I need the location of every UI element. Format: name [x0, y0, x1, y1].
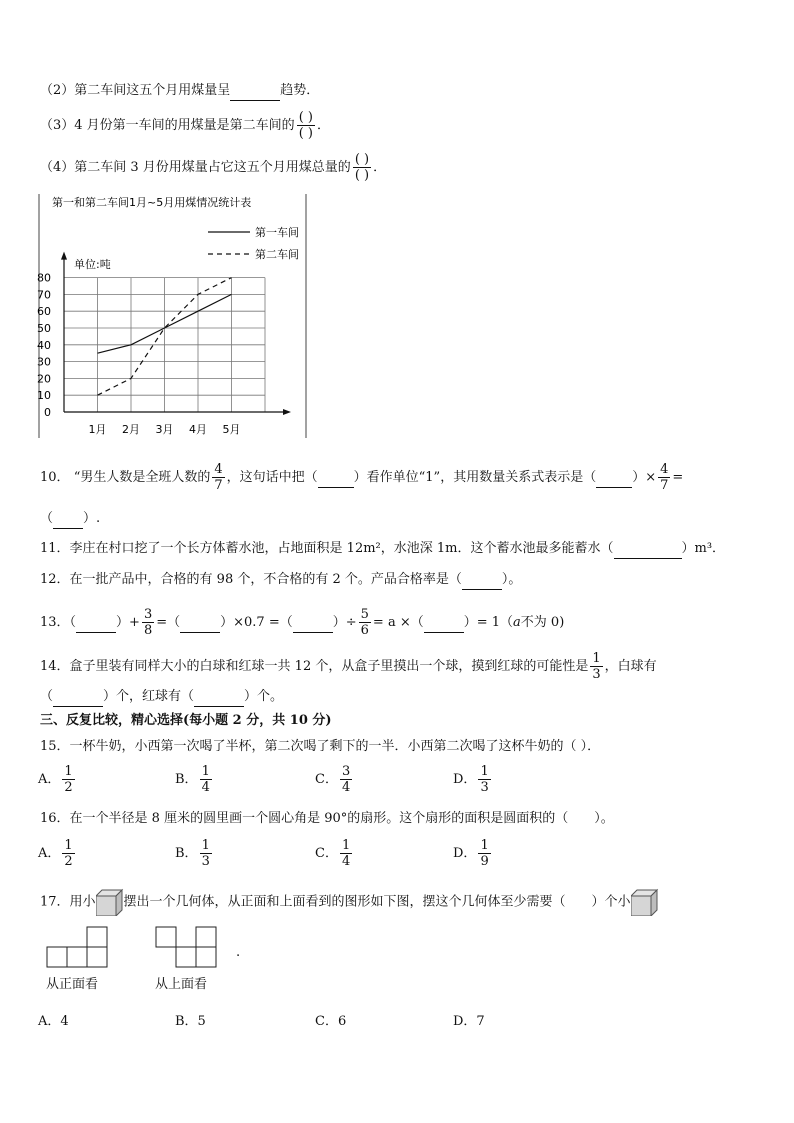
q10-text: ，这句话中把（	[226, 470, 318, 485]
choice-option[interactable]	[315, 764, 354, 795]
q14-text: ）个，红球有（	[103, 689, 195, 704]
q11-post: ）m³．	[681, 541, 726, 556]
fraction-numerator: 1	[480, 838, 489, 853]
choice-option[interactable]	[453, 838, 493, 869]
y-tick-label: 0	[44, 406, 51, 419]
cube-icon	[631, 888, 659, 916]
y-tick-label: 40	[37, 338, 51, 352]
q15-text: 15．一杯牛奶，小西第一次喝了半杯，第二次喝了剩下的一半．小西第二次喝了这杯牛奶的（ ）．	[40, 739, 601, 754]
fraction-denominator: 3	[201, 854, 210, 869]
choice-option[interactable]	[453, 764, 493, 795]
fraction	[359, 607, 371, 638]
fraction	[658, 462, 670, 493]
fraction-numerator: 1	[201, 838, 210, 853]
view-square	[196, 947, 216, 967]
x-tick-label: 5月	[222, 423, 241, 436]
q17-dot: .	[236, 945, 241, 960]
fraction-numerator: 3	[341, 764, 351, 779]
option-fraction	[340, 838, 352, 869]
chart-title: 第一和第二车间1月~5月用煤情况统计表	[52, 196, 252, 209]
option-label: C．	[315, 772, 338, 787]
q10-text: ）.	[83, 511, 101, 526]
top-view-label: 从上面看	[155, 977, 208, 992]
q13-text: ）+	[116, 615, 140, 630]
q9-sub4-post: ．	[373, 160, 387, 175]
view-square	[87, 947, 107, 967]
q13-text: =（	[156, 615, 181, 630]
y-tick-label: 50	[37, 322, 51, 335]
option-fraction	[200, 764, 212, 795]
view-square	[87, 927, 107, 947]
choice-option[interactable]: B．5	[175, 1014, 206, 1029]
chart-ticks	[37, 272, 241, 436]
x-tick-label: 2月	[122, 423, 140, 436]
x-tick-label: 4月	[189, 423, 207, 436]
choice-option[interactable]: D．7	[453, 1014, 485, 1029]
q10-text: （	[40, 511, 54, 526]
fraction-denominator: 4	[341, 780, 351, 795]
view-square	[156, 927, 176, 947]
view-square	[196, 927, 216, 947]
answer-fraction[interactable]	[353, 152, 371, 183]
q10-text: “男生人数是全班人数的	[73, 470, 211, 485]
choice-option[interactable]	[175, 838, 214, 869]
option-label: D．	[453, 772, 477, 787]
y-tick-label: 10	[37, 389, 51, 403]
chart-grid	[64, 278, 265, 412]
view-square	[176, 947, 196, 967]
answer-blank[interactable]	[596, 469, 632, 488]
fraction-denominator: ( )	[354, 168, 370, 183]
choice-option[interactable]: A．4	[38, 1014, 69, 1029]
option-label: B．	[175, 772, 198, 787]
choice-option[interactable]: C．6	[315, 1014, 347, 1029]
q10-line2	[40, 510, 100, 529]
q13-text: 不为 0)	[520, 615, 565, 630]
option-fraction	[200, 838, 212, 869]
fraction-numerator: 4	[660, 462, 669, 477]
view-square	[67, 947, 87, 967]
option-label: B．	[175, 846, 198, 861]
fraction-denominator: 2	[64, 854, 73, 869]
legend-label: 第二车间	[255, 248, 299, 261]
fraction-numerator: 4	[214, 462, 223, 477]
x-axis-arrow	[283, 409, 291, 415]
fraction-denominator: 4	[341, 854, 351, 869]
fraction-numerator: ( )	[354, 152, 370, 167]
q10-text: =	[672, 470, 684, 485]
front-view-figure	[46, 926, 110, 968]
fraction-numerator: 1	[64, 764, 73, 779]
q17-text: 17．用小	[40, 894, 96, 910]
fraction-numerator: 1	[64, 838, 73, 853]
y-tick-label: 70	[37, 288, 51, 302]
q13-text: ）×0.7 =（	[220, 615, 293, 630]
fraction	[142, 607, 154, 638]
fraction-denominator: 3	[592, 667, 601, 682]
answer-blank[interactable]	[318, 469, 354, 488]
fraction-numerator: 1	[201, 764, 210, 779]
q13-text: ）÷	[332, 615, 357, 630]
q9-sub4	[40, 152, 386, 183]
q13-text: ）= 1（	[463, 615, 514, 630]
coal-usage-line-chart	[36, 192, 316, 442]
fraction-denominator: 7	[660, 478, 669, 493]
q13-text: 13．（	[40, 615, 77, 630]
legend-label: 第一车间	[255, 226, 299, 239]
q12	[40, 571, 521, 590]
y-tick-label: 20	[37, 372, 51, 386]
option-fraction	[62, 838, 74, 869]
y-tick-label: 60	[37, 305, 51, 319]
fraction-denominator: ( )	[298, 126, 313, 141]
front-view-label: 从正面看	[46, 977, 99, 992]
q12-text: 12．在一批产品中，合格的有 98 个，不合格的有 2 个。产品合格率是（	[40, 572, 462, 587]
q14-text: （	[40, 689, 54, 704]
choice-option[interactable]	[315, 838, 354, 869]
choice-option[interactable]	[175, 764, 214, 795]
fraction-denominator: 6	[360, 623, 369, 638]
fraction	[212, 462, 224, 493]
fraction-numerator: ( )	[298, 110, 313, 125]
option-label: A．	[38, 846, 61, 861]
q14-line2	[40, 688, 283, 707]
fraction-numerator: 1	[592, 651, 601, 666]
q10-text: ）×	[632, 470, 657, 485]
answer-blank[interactable]	[614, 540, 682, 559]
fraction-denominator: 9	[480, 854, 489, 869]
option-label: D．	[453, 846, 477, 861]
q9-sub2	[40, 82, 319, 101]
fraction-denominator: 7	[214, 478, 223, 493]
q17-text: 摆出一个几何体，从正面和上面看到的图形如下图，摆这个几何体至少需要（ ）个小	[123, 894, 631, 910]
answer-fraction[interactable]	[297, 110, 315, 141]
chart-unit-label: 单位:吨	[74, 258, 111, 271]
answer-blank[interactable]	[76, 614, 116, 633]
fraction-numerator: 1	[341, 838, 351, 853]
q9-sub2-post: 趋势．	[280, 83, 320, 98]
q9-sub4-text: （4）第二车间 3 月份用煤量占它这五个月用煤总量的	[40, 160, 351, 175]
y-tick-label: 80	[37, 271, 51, 285]
q10-number: 10．	[40, 470, 70, 485]
q17	[40, 888, 659, 916]
answer-blank[interactable]	[230, 82, 280, 101]
q14-line1	[40, 651, 657, 682]
cube-icon	[96, 888, 124, 916]
q9-sub3-text: （3）4 月份第一车间的用煤量是第二车间的	[40, 118, 295, 133]
chart-axes	[61, 252, 291, 415]
option-fraction	[62, 764, 74, 795]
option-label: C．	[315, 846, 338, 861]
option-fraction	[478, 838, 490, 869]
top-view-figure	[155, 926, 219, 968]
q14-text: ，白球有	[604, 659, 657, 674]
fraction-numerator: 1	[480, 764, 489, 779]
section-heading: 三、反复比较，精心选择(每小题 2 分，共 10 分)	[40, 713, 332, 728]
q9-sub3	[40, 110, 330, 141]
x-tick-label: 1月	[88, 423, 107, 436]
fraction-numerator: 5	[360, 607, 369, 622]
q12-post: ）。	[501, 572, 522, 587]
answer-blank[interactable]	[180, 614, 220, 633]
choice-option[interactable]	[38, 838, 77, 869]
answer-blank[interactable]	[293, 614, 333, 633]
q9-sub2-text: （2）第二车间这五个月用煤量呈	[40, 83, 231, 98]
q14-text: 14．盒子里装有同样大小的白球和红球一共 12 个，从盒子里摸出一个球，摸到红球的可能性是	[40, 659, 589, 674]
q13	[40, 607, 564, 638]
chart-legend	[208, 225, 299, 261]
answer-blank[interactable]	[424, 614, 464, 633]
q14-text: ）个。	[244, 689, 284, 704]
answer-blank[interactable]	[53, 510, 83, 529]
q10-line1	[40, 462, 683, 493]
fraction-denominator: 3	[480, 780, 489, 795]
q13-text: = a ×（	[372, 615, 424, 630]
q11-text: 11．李庄在村口挖了一个长方体蓄水池，占地面积是 12m²，水池深 1m．这个蓄水池最多能蓄水（	[40, 541, 614, 556]
fraction-denominator: 8	[143, 623, 153, 638]
option-fraction	[340, 764, 352, 795]
x-tick-label: 3月	[155, 423, 174, 436]
y-axis-arrow	[61, 252, 67, 260]
view-square	[47, 947, 67, 967]
answer-blank[interactable]	[53, 688, 103, 707]
q13-variable: a	[513, 615, 521, 630]
y-tick-label: 30	[37, 355, 51, 369]
fraction-denominator: 2	[64, 780, 73, 795]
option-fraction	[478, 764, 490, 795]
fraction	[590, 651, 602, 682]
q9-sub3-post: ．	[316, 118, 330, 133]
choice-option[interactable]	[38, 764, 77, 795]
fraction-numerator: 3	[143, 607, 153, 622]
q16-text: 16．在一个半径是 8 厘米的圆里画一个圆心角是 90°的扇形。这个扇形的面积是圆面积的（ ）。	[40, 811, 614, 826]
answer-blank[interactable]	[194, 688, 244, 707]
fraction-denominator: 4	[201, 780, 210, 795]
option-label: A．	[38, 772, 61, 787]
q11	[40, 540, 725, 559]
answer-blank[interactable]	[462, 571, 502, 590]
q10-text: ）看作单位“1”，其用数量关系式表示是（	[353, 470, 597, 485]
